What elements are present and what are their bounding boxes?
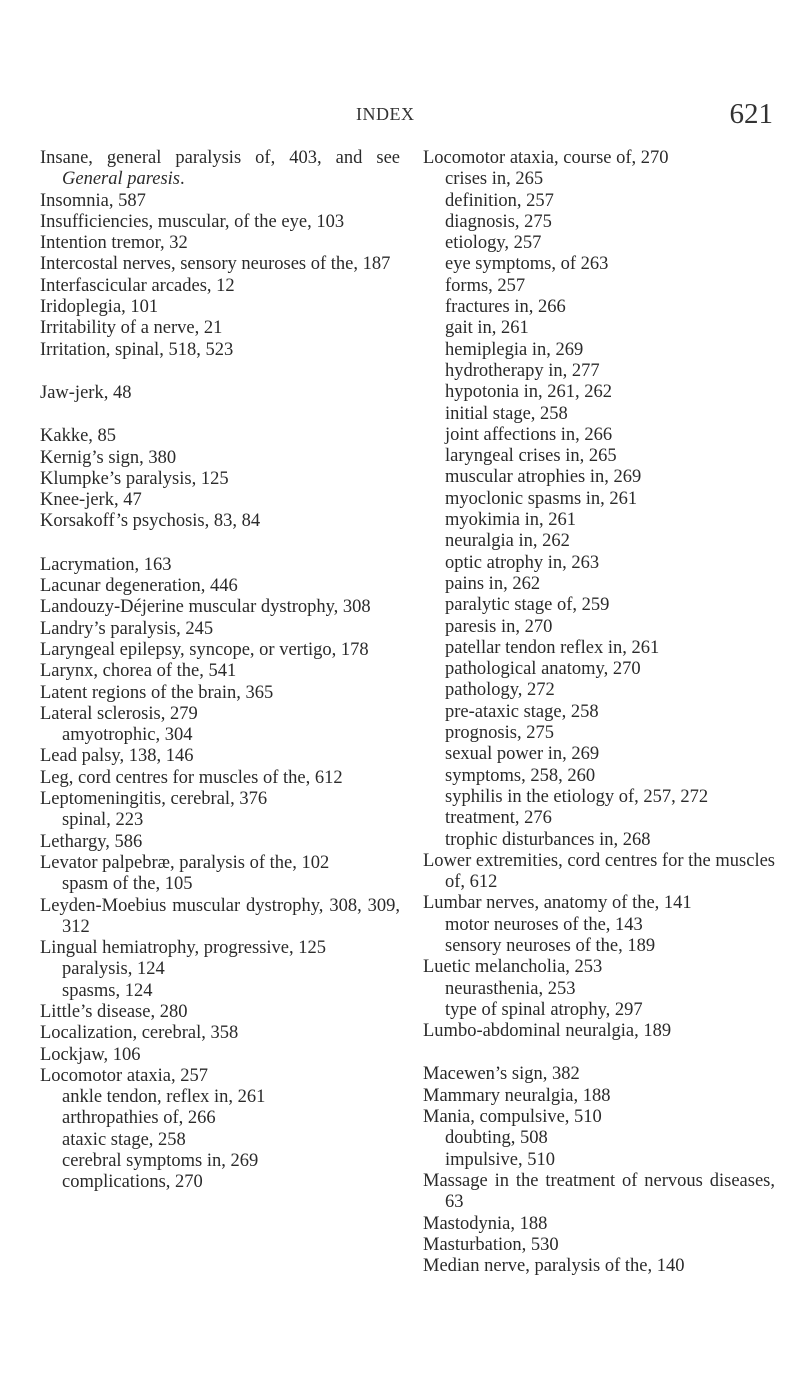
index-subentry: muscular atrophies in, 269 <box>445 467 642 488</box>
index-entry: Leyden-Moebius muscular dystrophy, 308, 309, 312 <box>40 895 400 937</box>
index-subentry: myokimia in, 261 <box>445 510 577 531</box>
index-subentry: definition, 257 <box>445 190 554 211</box>
index-entry: Irritability of a nerve, 21 <box>40 318 223 339</box>
index-entry: Median nerve, paralysis of the, 140 <box>423 1256 685 1277</box>
index-entry: Irritation, spinal, 518, 523 <box>40 339 234 360</box>
index-entry: Locomotor ataxia, 257 <box>40 1065 208 1086</box>
index-subentry: paresis in, 270 <box>445 616 553 637</box>
index-subentry: trophic disturbances in, 268 <box>445 829 651 850</box>
index-subentry: pains in, 262 <box>445 573 541 594</box>
index-entry: Klumpke’s paralysis, 125 <box>40 468 229 489</box>
index-subentry: joint affections in, 266 <box>445 424 613 445</box>
index-subentry: forms, 257 <box>445 275 526 296</box>
index-subentry: spinal, 223 <box>62 810 144 831</box>
index-subentry: fractures in, 266 <box>445 297 566 318</box>
index-subentry: pathological anatomy, 270 <box>445 659 641 680</box>
index-subentry: symptoms, 258, 260 <box>445 765 596 786</box>
index-entry: Lacunar degeneration, 446 <box>40 576 238 597</box>
index-entry: Mania, compulsive, 510 <box>423 1107 602 1128</box>
index-subentry: hypotonia in, 261, 262 <box>445 382 613 403</box>
index-entry: Masturbation, 530 <box>423 1234 559 1255</box>
index-subentry: spasm of the, 105 <box>62 874 193 895</box>
index-subentry: prognosis, 275 <box>445 723 554 744</box>
index-entry: Little’s disease, 280 <box>40 1001 188 1022</box>
index-subentry: optic atrophy in, 263 <box>445 552 600 573</box>
index-entry: Lockjaw, 106 <box>40 1044 141 1065</box>
index-entry: Korsakoff’s psychosis, 83, 84 <box>40 511 261 532</box>
index-column-right <box>423 148 775 1277</box>
index-entry: Interfascicular arcades, 12 <box>40 275 235 296</box>
index-entry: Insomnia, 587 <box>40 190 146 211</box>
index-entry: Lacrymation, 163 <box>40 554 172 575</box>
index-subentry: syphilis in the etiology of, 257, 272 <box>445 786 709 807</box>
section-gap <box>423 1042 775 1064</box>
index-subentry: neurasthenia, 253 <box>445 978 576 999</box>
index-entry: Kakke, 85 <box>40 426 117 447</box>
cross-reference: General paresis <box>62 169 181 190</box>
index-subentry: arthropathies of, 266 <box>62 1108 216 1129</box>
index-subentry: neuralgia in, 262 <box>445 531 570 552</box>
index-entry: Mastodynia, 188 <box>423 1213 548 1234</box>
section-gap <box>40 533 400 555</box>
index-entry: Luetic melancholia, 253 <box>423 957 603 978</box>
index-entry: Locomotor ataxia, course of, 270 <box>423 148 669 168</box>
index-entry: Lateral sclerosis, 279 <box>40 703 198 724</box>
index-subentry: diagnosis, 275 <box>445 211 552 232</box>
index-subentry: patellar tendon reflex in, 261 <box>445 637 660 658</box>
index-entry: Laryngeal epilepsy, syncope, or vertigo, 178 <box>40 639 369 660</box>
page-header-title: INDEX <box>356 104 415 124</box>
index-entry: Landouzy-Déjerine muscular dystrophy, 308 <box>40 597 371 618</box>
index-entry: Landry’s paralysis, 245 <box>40 618 214 639</box>
index-subentry: sexual power in, 269 <box>445 744 600 765</box>
index-entry: Latent regions of the brain, 365 <box>40 682 274 703</box>
section-gap <box>40 361 400 383</box>
index-subentry: hemiplegia in, 269 <box>445 339 584 360</box>
index-entry: Macewen’s sign, 382 <box>423 1064 580 1085</box>
section-gap <box>40 404 400 426</box>
index-entry: Leptomeningitis, cerebral, 376 <box>40 789 268 810</box>
index-entry: Larynx, chorea of the, 541 <box>40 661 237 682</box>
index-entry: Massage in the treatment of nervous diseases, 63 <box>423 1170 775 1213</box>
index-entry: Mammary neuralgia, 188 <box>423 1085 611 1106</box>
index-subentry: laryngeal crises in, 265 <box>445 446 617 467</box>
index-subentry: gait in, 261 <box>445 318 529 339</box>
index-subentry: pathology, 272 <box>445 680 555 701</box>
index-entry: Insane, general paralysis of, 403, and see General paresis. <box>40 148 400 190</box>
index-subentry: doubting, 508 <box>445 1128 548 1149</box>
index-subentry: amyotrophic, 304 <box>62 725 193 746</box>
index-entry: Lethargy, 586 <box>40 831 143 852</box>
index-entry: Levator palpebræ, paralysis of the, 102 <box>40 852 330 873</box>
index-subentry: eye symptoms, of 263 <box>445 254 609 275</box>
index-entry: Lumbar nerves, anatomy of the, 141 <box>423 893 692 914</box>
index-subentry: ataxic stage, 258 <box>62 1129 186 1150</box>
index-entry: Lumbo-abdominal neuralgia, 189 <box>423 1021 672 1042</box>
index-subentry: impulsive, 510 <box>445 1149 555 1170</box>
index-subentry: initial stage, 258 <box>445 403 568 424</box>
index-subentry: myoclonic spasms in, 261 <box>445 488 638 509</box>
index-subentry: sensory neuroses of the, 189 <box>445 935 656 956</box>
index-subentry: crises in, 265 <box>445 169 544 190</box>
index-entry: Localization, cerebral, 358 <box>40 1023 239 1044</box>
index-entry: Kernig’s sign, 380 <box>40 447 177 468</box>
index-subentry: paralytic stage of, 259 <box>445 595 610 616</box>
index-subentry: hydrotherapy in, 277 <box>445 360 600 381</box>
page-number: 621 <box>729 98 773 130</box>
index-column-left <box>40 148 400 1194</box>
index-entry: Knee-jerk, 47 <box>40 490 142 511</box>
index-subentry: ankle tendon, reflex in, 261 <box>62 1087 266 1108</box>
index-subentry: pre-ataxic stage, 258 <box>445 701 599 722</box>
index-entry: Lower extremities, cord centres for the muscles of, 612 <box>423 850 775 893</box>
index-subentry: complications, 270 <box>62 1172 203 1193</box>
index-subentry: type of spinal atrophy, 297 <box>445 999 643 1020</box>
index-subentry: etiology, 257 <box>445 233 542 254</box>
running-head <box>0 98 801 138</box>
index-entry: Leg, cord centres for muscles of the, 612 <box>40 767 343 788</box>
index-entry: Iridoplegia, 101 <box>40 297 159 318</box>
index-subentry: spasms, 124 <box>62 980 153 1001</box>
index-entry: Lingual hemiatrophy, progressive, 125 <box>40 938 327 959</box>
index-entry: Lead palsy, 138, 146 <box>40 746 194 767</box>
index-entry: Jaw-jerk, 48 <box>40 382 132 403</box>
index-subentry: motor neuroses of the, 143 <box>445 914 643 935</box>
index-subentry: cerebral symptoms in, 269 <box>62 1151 259 1172</box>
index-subentry: paralysis, 124 <box>62 959 165 980</box>
index-entry: Intercostal nerves, sensory neuroses of the, 187 <box>40 254 391 275</box>
index-subentry: treatment, 276 <box>445 808 552 829</box>
index-entry: Insufficiencies, muscular, of the eye, 103 <box>40 211 345 232</box>
index-entry: Intention tremor, 32 <box>40 233 188 254</box>
